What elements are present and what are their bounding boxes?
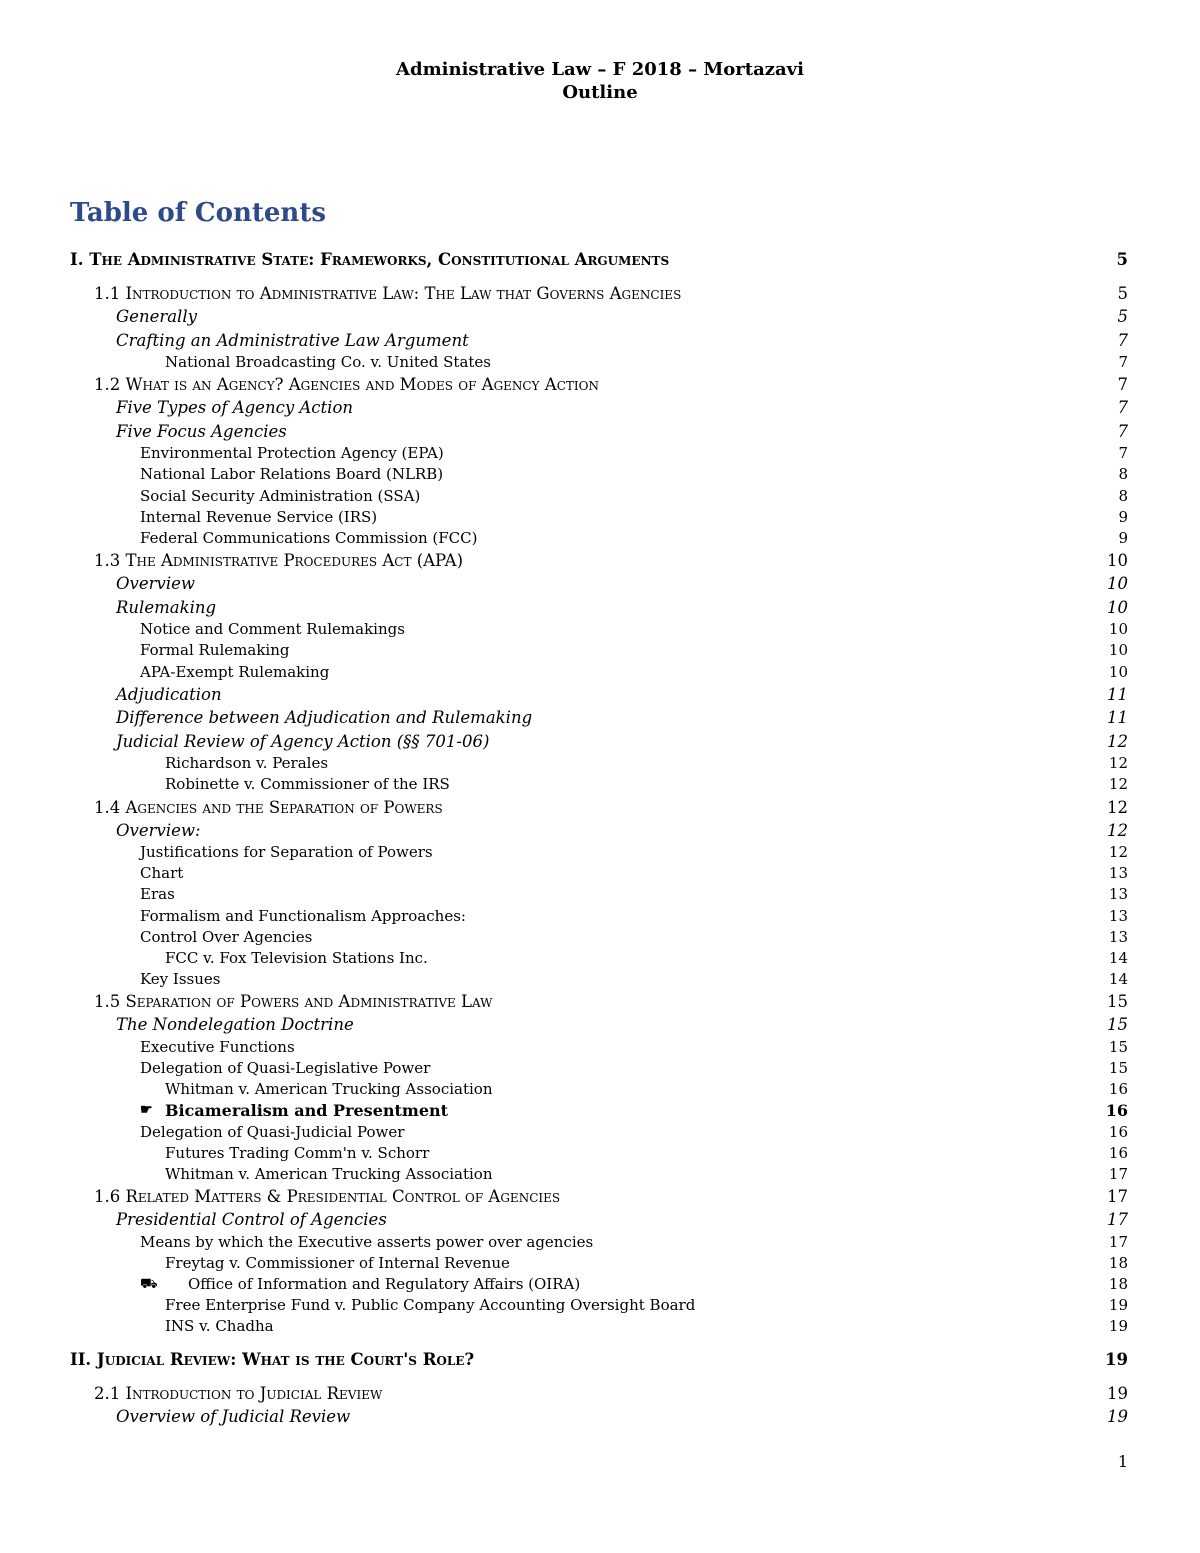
toc-entry-page: 19 bbox=[1105, 1349, 1128, 1369]
toc-entry-page: 10 bbox=[1108, 662, 1128, 681]
toc-entry-page: 10 bbox=[1107, 551, 1128, 571]
toc-entry[interactable] bbox=[70, 248, 1130, 272]
document-title: Administrative Law – F 2018 – Mortazavi bbox=[396, 59, 804, 80]
toc-entry-title: 1.6 Related Matters & Presidential Control of Agencies bbox=[94, 1187, 561, 1207]
toc-entry[interactable] bbox=[70, 906, 1130, 927]
toc-entry-page: 12 bbox=[1107, 820, 1128, 840]
toc-entry-title: Freytag v. Commissioner of Internal Revenue bbox=[165, 1253, 510, 1272]
toc-entry-page: 14 bbox=[1108, 970, 1128, 989]
toc-entry-page: 18 bbox=[1108, 1275, 1128, 1294]
toc-entry-page: 12 bbox=[1107, 731, 1128, 751]
toc-entry-page: 19 bbox=[1108, 1296, 1128, 1315]
toc-entry[interactable] bbox=[70, 774, 1130, 795]
toc-entry[interactable] bbox=[70, 1316, 1130, 1337]
toc-entry-title: Robinette v. Commissioner of the IRS bbox=[165, 775, 450, 794]
toc-entry-page: 13 bbox=[1108, 885, 1128, 904]
toc-heading: Table of Contents bbox=[70, 198, 326, 228]
toc-entry[interactable] bbox=[70, 1208, 1130, 1232]
toc-entry[interactable] bbox=[70, 352, 1130, 373]
toc-entry[interactable] bbox=[70, 927, 1130, 948]
toc-entry-title: Social Security Administration (SSA) bbox=[140, 486, 421, 505]
toc-entry[interactable] bbox=[70, 1382, 1130, 1405]
toc-entry-title: Overview of Judicial Review bbox=[116, 1406, 351, 1426]
toc-entry-title: Formal Rulemaking bbox=[140, 641, 290, 660]
toc-entry-page: 16 bbox=[1108, 1080, 1128, 1099]
toc-entry-page: 12 bbox=[1107, 797, 1128, 817]
toc-entry-page: 18 bbox=[1108, 1253, 1128, 1272]
toc-entry-title: Generally bbox=[116, 307, 197, 326]
toc-entry-title: Whitman v. American Trucking Association bbox=[165, 1080, 493, 1099]
toc-entry-page: 16 bbox=[1108, 1143, 1128, 1162]
toc-entry-page: 13 bbox=[1108, 906, 1128, 925]
toc-entry-page: 17 bbox=[1108, 1165, 1128, 1183]
toc-entry-title: Rulemaking bbox=[116, 597, 217, 617]
toc-entry-title: Means by which the Executive asserts power over agencies bbox=[140, 1232, 594, 1251]
toc-entry-title: Crafting an Administrative Law Argument bbox=[116, 330, 469, 350]
toc-entry-page: 12 bbox=[1108, 843, 1128, 862]
toc-entry[interactable] bbox=[70, 464, 1130, 485]
toc-entry-title: Overview bbox=[116, 574, 195, 594]
toc-entry-title: Internal Revenue Service (IRS) bbox=[140, 507, 378, 526]
toc-entry[interactable] bbox=[70, 730, 1130, 754]
toc-entry-title: Delegation of Quasi-Judicial Power bbox=[140, 1122, 405, 1141]
toc-entry-title: 1.4 Agencies and the Separation of Powers bbox=[94, 797, 443, 817]
toc-entry-title: Overview: bbox=[116, 820, 201, 840]
toc-entry-page: 5 bbox=[1117, 284, 1128, 303]
toc-entry-page: 8 bbox=[1118, 486, 1128, 505]
toc-entry-title: Formalism and Functionalism Approaches: bbox=[140, 906, 466, 925]
toc-entry-title: Executive Functions bbox=[140, 1037, 295, 1056]
toc-entry-page: 9 bbox=[1118, 507, 1128, 526]
toc-entry[interactable] bbox=[70, 373, 1130, 396]
toc-entry[interactable] bbox=[70, 1348, 1130, 1372]
toc-entry-page: 7 bbox=[1118, 444, 1128, 463]
toc-entry-title: Bicameralism and Presentment bbox=[165, 1101, 449, 1121]
toc-entry-page: 10 bbox=[1108, 641, 1128, 660]
toc-entry[interactable] bbox=[70, 596, 1130, 620]
toc-entry[interactable] bbox=[70, 948, 1130, 969]
toc-entry-page: 13 bbox=[1108, 864, 1128, 883]
toc-entry-page: 7 bbox=[1117, 375, 1128, 395]
toc-entry-page: 16 bbox=[1108, 1122, 1128, 1141]
toc-entry[interactable] bbox=[70, 305, 1130, 329]
toc-entry[interactable] bbox=[70, 1405, 1130, 1429]
toc-entry[interactable] bbox=[70, 329, 1130, 353]
toc-entry[interactable] bbox=[70, 1253, 1130, 1274]
toc-entry-title: Environmental Protection Agency (EPA) bbox=[140, 444, 444, 463]
toc-entry-page: 11 bbox=[1107, 708, 1128, 728]
toc-entry-title: Free Enterprise Fund v. Public Company Accounting Oversight Board bbox=[165, 1296, 696, 1315]
toc-entry[interactable] bbox=[70, 884, 1130, 905]
document-subtitle: Outline bbox=[562, 82, 638, 103]
toc-entry-page: 7 bbox=[1118, 353, 1128, 371]
toc-entry-page: 5 bbox=[1117, 307, 1128, 326]
toc-entry-title: Adjudication bbox=[116, 684, 222, 704]
toc-entry-page: 15 bbox=[1107, 1015, 1128, 1035]
toc-entry-title: Notice and Comment Rulemakings bbox=[140, 620, 405, 639]
toc-entry-title: 1.1 Introduction to Administrative Law: The Law that Governs Agencies bbox=[94, 284, 682, 303]
toc-entry[interactable] bbox=[70, 282, 1130, 305]
toc-entry[interactable] bbox=[70, 1122, 1130, 1143]
toc-entry[interactable] bbox=[70, 1100, 1130, 1121]
toc-entry[interactable] bbox=[70, 1058, 1130, 1079]
vehicle-icon: ⛟ bbox=[140, 1276, 158, 1293]
toc-entry[interactable] bbox=[70, 572, 1130, 596]
toc-entry[interactable] bbox=[70, 842, 1130, 863]
toc-entry-page: 15 bbox=[1108, 1059, 1128, 1078]
toc-entry-page: 12 bbox=[1108, 754, 1128, 773]
toc-entry-title: Difference between Adjudication and Rulemaking bbox=[116, 708, 533, 728]
toc-entry[interactable] bbox=[70, 1143, 1130, 1164]
toc-entry-title: Five Focus Agencies bbox=[116, 421, 287, 441]
toc-entry-title: II. Judicial Review: What is the Court's Role? bbox=[70, 1349, 475, 1369]
toc-entry-page: 19 bbox=[1108, 1317, 1128, 1336]
toc-entry[interactable] bbox=[70, 662, 1130, 683]
toc-entry[interactable] bbox=[70, 753, 1130, 774]
toc-entry-title: Control Over Agencies bbox=[140, 927, 313, 946]
toc-entry-title: National Broadcasting Co. v. United States bbox=[165, 353, 491, 371]
toc-entry-title: Office of Information and Regulatory Affairs (OIRA) bbox=[188, 1275, 581, 1294]
toc-entry-title: INS v. Chadha bbox=[165, 1317, 274, 1336]
toc-entry[interactable] bbox=[70, 1079, 1130, 1100]
toc-entry-page: 5 bbox=[1116, 250, 1128, 269]
toc-entry[interactable] bbox=[70, 396, 1130, 420]
toc-entry[interactable] bbox=[70, 443, 1130, 464]
toc-entry[interactable] bbox=[70, 1037, 1130, 1058]
toc-entry-title: Delegation of Quasi-Legislative Power bbox=[140, 1059, 431, 1078]
toc-entry[interactable] bbox=[70, 990, 1130, 1013]
toc-entry-page: 12 bbox=[1108, 775, 1128, 794]
toc-entry-title: National Labor Relations Board (NLRB) bbox=[140, 465, 444, 484]
toc-entry-title: 2.1 Introduction to Judicial Review bbox=[94, 1383, 383, 1403]
toc-entry[interactable] bbox=[70, 819, 1130, 843]
toc-entry-page: 14 bbox=[1108, 949, 1128, 967]
toc-entry-title: I. The Administrative State: Frameworks, Constitutional Arguments bbox=[70, 250, 670, 269]
table-of-contents bbox=[70, 248, 1130, 1428]
toc-entry-page: 17 bbox=[1108, 1232, 1128, 1251]
toc-entry[interactable] bbox=[70, 640, 1130, 661]
toc-entry[interactable] bbox=[70, 1013, 1130, 1037]
toc-entry-page: 19 bbox=[1107, 1383, 1128, 1403]
toc-entry-title: Five Types of Agency Action bbox=[116, 398, 354, 418]
toc-entry-title: Key Issues bbox=[140, 970, 221, 989]
toc-entry-page: 7 bbox=[1117, 330, 1128, 350]
toc-entry-title: 1.3 The Administrative Procedures Act (APA) bbox=[94, 551, 463, 571]
toc-entry[interactable] bbox=[70, 619, 1130, 640]
toc-entry[interactable] bbox=[70, 549, 1130, 572]
toc-entry-page: 17 bbox=[1107, 1210, 1128, 1230]
pointing-hand-icon: ☛ bbox=[140, 1102, 153, 1119]
toc-entry-title: Justifications for Separation of Powers bbox=[140, 843, 433, 862]
toc-entry-title: 1.5 Separation of Powers and Administrative Law bbox=[94, 992, 493, 1012]
toc-entry-title: Eras bbox=[140, 885, 175, 904]
toc-entry-title: Richardson v. Perales bbox=[165, 754, 329, 773]
toc-entry-page: 8 bbox=[1118, 465, 1128, 484]
toc-entry[interactable] bbox=[70, 528, 1130, 549]
toc-entry[interactable] bbox=[70, 683, 1130, 707]
toc-entry[interactable] bbox=[70, 863, 1130, 884]
toc-entry-title: Federal Communications Commission (FCC) bbox=[140, 528, 478, 547]
toc-entry[interactable] bbox=[70, 1164, 1130, 1185]
toc-entry-title: 1.2 What is an Agency? Agencies and Modes of Agency Action bbox=[94, 375, 599, 395]
toc-entry-page: 15 bbox=[1108, 1037, 1128, 1056]
toc-entry-page: 13 bbox=[1108, 927, 1128, 946]
toc-entry[interactable] bbox=[70, 706, 1130, 730]
toc-entry[interactable] bbox=[70, 969, 1130, 990]
toc-entry[interactable] bbox=[70, 507, 1130, 528]
toc-entry-title: APA-Exempt Rulemaking bbox=[140, 662, 330, 681]
toc-entry[interactable] bbox=[70, 486, 1130, 507]
document-header bbox=[0, 58, 1200, 104]
toc-entry-page: 9 bbox=[1118, 528, 1128, 547]
toc-entry-title: Judicial Review of Agency Action (§§ 701-06) bbox=[116, 731, 490, 751]
toc-entry[interactable] bbox=[70, 1185, 1130, 1208]
toc-entry-title: Whitman v. American Trucking Association bbox=[165, 1165, 493, 1183]
toc-entry[interactable] bbox=[70, 1295, 1130, 1316]
toc-entry-title: Presidential Control of Agencies bbox=[116, 1210, 387, 1230]
toc-entry[interactable] bbox=[70, 420, 1130, 444]
page-number: 1 bbox=[1117, 1452, 1128, 1471]
toc-entry[interactable] bbox=[70, 1274, 1130, 1295]
toc-entry-page: 10 bbox=[1107, 574, 1128, 594]
toc-entry[interactable] bbox=[70, 796, 1130, 819]
toc-entry-page: 16 bbox=[1105, 1101, 1128, 1121]
toc-entry-title: Futures Trading Comm'n v. Schorr bbox=[165, 1143, 430, 1162]
toc-entry[interactable] bbox=[70, 1232, 1130, 1253]
toc-entry-page: 15 bbox=[1107, 992, 1128, 1012]
toc-entry-title: Chart bbox=[140, 864, 184, 883]
toc-entry-page: 19 bbox=[1107, 1406, 1128, 1426]
toc-entry-page: 17 bbox=[1107, 1187, 1128, 1207]
toc-entry-page: 11 bbox=[1107, 684, 1128, 704]
toc-entry-title: The Nondelegation Doctrine bbox=[116, 1015, 354, 1035]
toc-entry-title: FCC v. Fox Television Stations Inc. bbox=[165, 949, 428, 967]
toc-entry-page: 7 bbox=[1117, 398, 1128, 418]
toc-entry-page: 10 bbox=[1108, 620, 1128, 639]
toc-entry-page: 7 bbox=[1117, 421, 1128, 441]
toc-entry-page: 10 bbox=[1107, 597, 1128, 617]
